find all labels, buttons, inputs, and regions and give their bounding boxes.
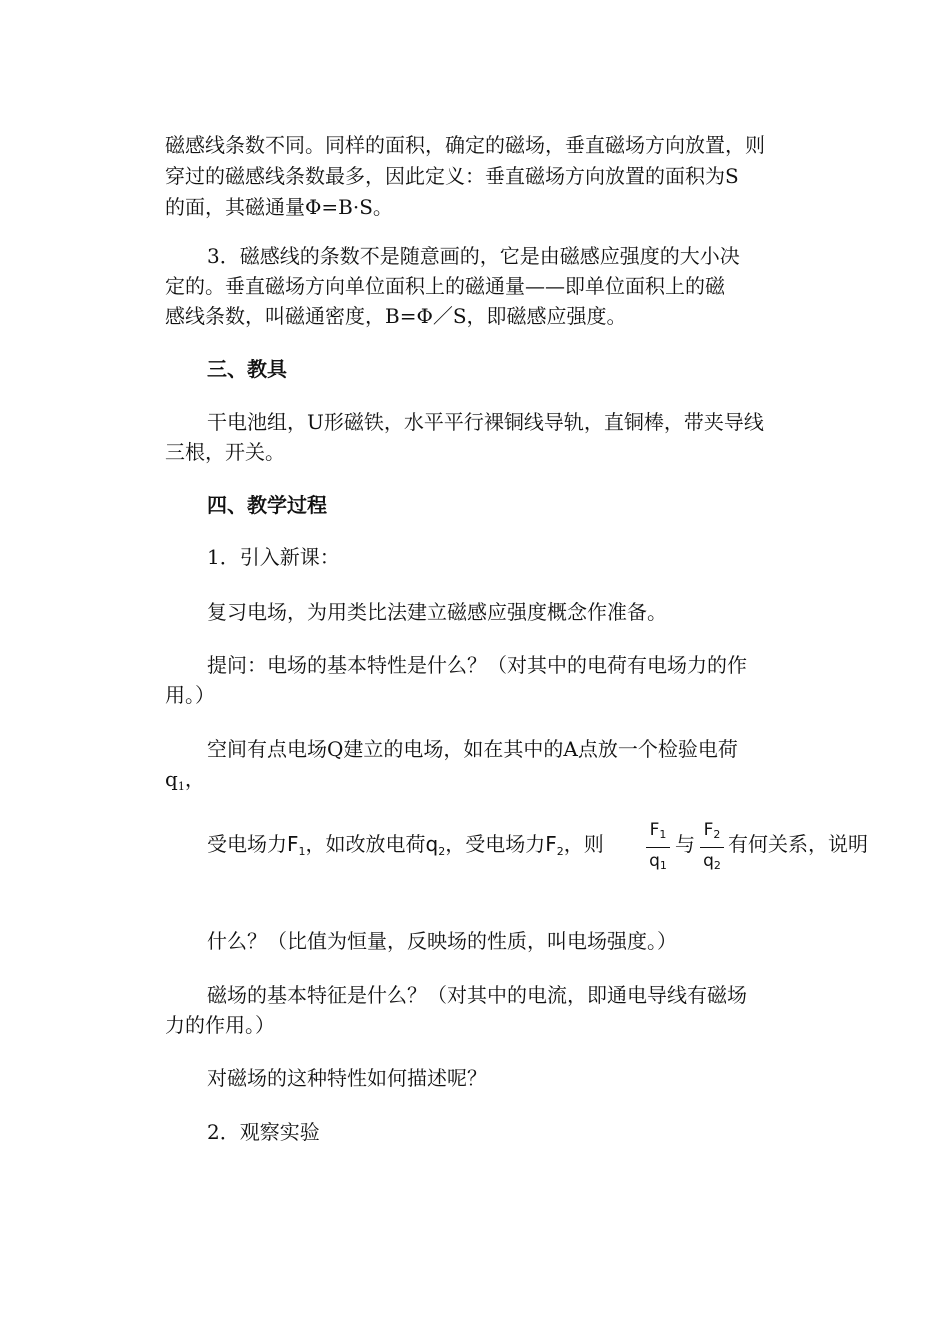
formula-text: 与: [675, 832, 695, 856]
text-line: 力的作用。）: [165, 1013, 275, 1037]
fraction-f2-over-q2: $F_2$ $q_2$: [699, 818, 725, 879]
text-line: 3．磁感线的条数不是随意画的，它是由磁感应强度的大小决: [207, 244, 740, 268]
paragraph-introduce-lesson: 1．引入新课：: [207, 545, 340, 569]
paragraph-ratio-answer: 什么？（比值为恒量，反映场的性质，叫电场强度。）: [207, 929, 677, 953]
text-line: 提问：电场的基本特性是什么？（对其中的电荷有电场力的作: [207, 653, 747, 677]
text-line: 用。）: [165, 683, 215, 707]
text-line: 磁感线条数不同。同样的面积，确定的磁场，垂直磁场方向放置，则: [165, 133, 765, 157]
paragraph-review-electric-field: 复习电场，为用类比法建立磁感应强度概念作准备。: [207, 600, 667, 624]
text-line: 感线条数，叫磁通密度，B=Φ／S，即磁感应强度。: [165, 304, 627, 328]
text-line: 的面，其磁通量Φ=B·S。: [165, 195, 393, 219]
text-line: 定的。垂直磁场方向单位面积上的磁通量——即单位面积上的磁: [165, 274, 725, 298]
text-line: [165, 765, 205, 801]
text-line: 穿过的磁感线条数最多，因此定义：垂直磁场方向放置的面积为S: [165, 164, 739, 188]
text-line: 磁场的基本特征是什么？（对其中的电流，即通电导线有磁场: [207, 983, 747, 1007]
section-heading-teaching-process: 四、教学过程: [207, 493, 327, 517]
paragraph-observe-experiment: 2．观察实验: [207, 1120, 320, 1144]
punctuation: ，: [184, 767, 205, 791]
formula-line: [207, 814, 907, 878]
section-heading-teaching-aids: 三、教具: [207, 357, 287, 381]
text-line: 三根，开关。: [165, 440, 285, 464]
fraction-f1-over-q1: $F_1$ $q_1$: [645, 818, 671, 879]
text-line: 干电池组，U形磁铁，水平平行裸铜线导轨，直铜棒，带夹导线: [207, 410, 764, 434]
subscript: 1: [177, 780, 185, 793]
text-line: 空间有点电场Q建立的电场，如在其中的A点放一个检验电荷: [207, 737, 738, 761]
formula-text: 有何关系，说明: [728, 832, 868, 856]
paragraph-describe-question: 对磁场的这种特性如何描述呢？: [207, 1066, 487, 1090]
symbol-q: q: [165, 767, 178, 791]
formula-text: 受电场力$F_1$，如改放电荷$q_2$，受电场力$F_2$，则: [207, 832, 604, 858]
